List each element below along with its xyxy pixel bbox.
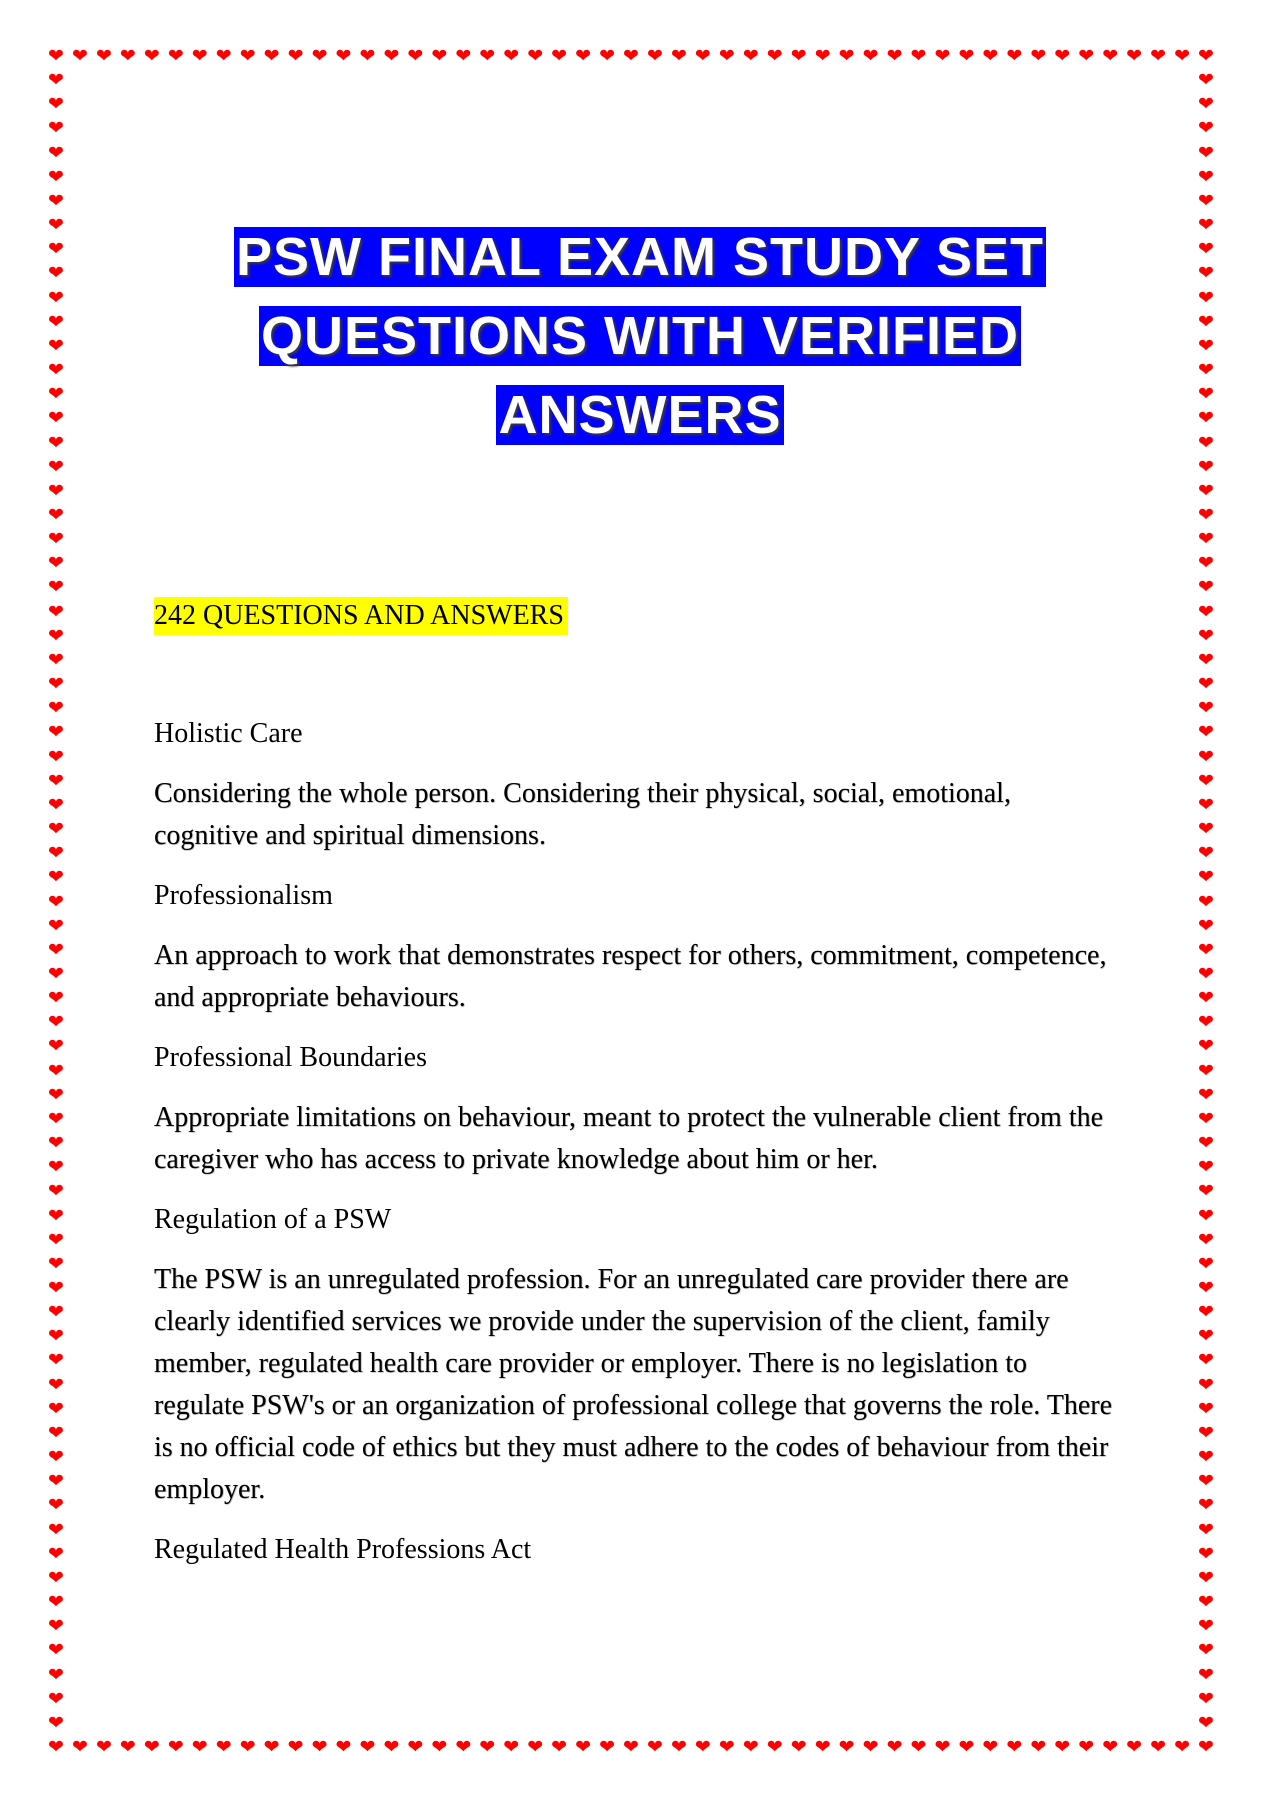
heart-icon: ❤: [1198, 1301, 1214, 1324]
heart-icon: ❤: [910, 1736, 927, 1758]
heart-icon: ❤: [71, 1736, 88, 1758]
heart-icon: ❤: [1174, 1736, 1190, 1758]
heart-icon: ❤: [48, 1228, 64, 1251]
heart-icon: ❤: [48, 1591, 64, 1614]
heart-icon: ❤: [48, 624, 64, 647]
heart-icon: ❤: [1054, 45, 1071, 67]
heart-icon: ❤: [1198, 600, 1214, 623]
heart-icon: ❤: [48, 528, 64, 551]
heart-icon: ❤: [527, 45, 544, 67]
heart-icon: ❤: [1198, 866, 1214, 889]
heart-icon: ❤: [1198, 407, 1214, 430]
heart-icon: ❤: [48, 866, 64, 889]
heart-icon: ❤: [383, 45, 400, 67]
heart-icon: ❤: [862, 1736, 879, 1758]
heart-icon: ❤: [48, 1204, 64, 1227]
heart-icon: ❤: [48, 407, 64, 430]
heart-icon: ❤: [599, 45, 615, 67]
heart-icon: ❤: [48, 914, 64, 937]
heart-icon: ❤: [670, 1736, 687, 1758]
heart-icon: ❤: [48, 310, 64, 333]
heart-icon: ❤: [48, 1349, 64, 1372]
heart-icon: ❤: [48, 1011, 64, 1034]
heart-icon: ❤: [1198, 1736, 1214, 1758]
heart-icon: ❤: [1198, 793, 1214, 816]
entry-term: Regulated Health Professions Act: [154, 1534, 532, 1565]
entry-definition: Considering the whole person. Considering their physical, social, emotional, cognitive and spiritual dimensions.: [154, 778, 1011, 851]
heart-icon: ❤: [934, 1736, 951, 1758]
title-line: QUESTIONS WITH VERIFIED: [260, 306, 1020, 366]
heart-icon: ❤: [1006, 45, 1023, 67]
heart-icon: ❤: [48, 286, 64, 309]
heart-icon: ❤: [167, 1736, 184, 1758]
heart-icon: ❤: [48, 262, 64, 285]
heart-icon: ❤: [383, 1736, 400, 1758]
entry-term: Regulation of a PSW: [154, 1204, 392, 1235]
heart-icon: ❤: [1198, 1277, 1214, 1299]
heart-icon: ❤: [48, 1470, 64, 1493]
heart-icon: ❤: [191, 1736, 208, 1758]
heart-icon: ❤: [742, 45, 759, 67]
heart-icon: ❤: [143, 1736, 160, 1758]
heart-icon: ❤: [1150, 1736, 1167, 1758]
heart-icon: ❤: [95, 1736, 112, 1758]
heart-icon: ❤: [48, 1663, 64, 1686]
heart-icon: ❤: [1078, 1736, 1095, 1758]
heart-icon: ❤: [1198, 45, 1214, 67]
heart-icon: ❤: [48, 214, 64, 237]
heart-icon: ❤: [575, 45, 592, 67]
heart-icon: ❤: [1150, 45, 1167, 67]
heart-icon: ❤: [1198, 262, 1214, 285]
heart-icon: ❤: [1198, 1421, 1214, 1444]
heart-icon: ❤: [1198, 552, 1214, 575]
heart-icon: ❤: [1198, 238, 1214, 261]
heart-icon: ❤: [646, 1736, 663, 1758]
study-entries: [154, 713, 1114, 1589]
title-line: PSW FINAL EXAM STUDY SET: [235, 227, 1045, 287]
heart-icon: ❤: [838, 1736, 855, 1758]
question-count-label: 242 QUESTIONS AND ANSWERS: [154, 597, 568, 635]
heart-icon: ❤: [407, 45, 424, 67]
heart-icon: ❤: [1198, 503, 1214, 526]
heart-icon: ❤: [48, 1156, 64, 1179]
heart-icon: ❤: [1198, 69, 1214, 92]
heart-icon: ❤: [311, 1736, 328, 1758]
heart-icon: ❤: [48, 479, 64, 502]
heart-icon: ❤: [1030, 1736, 1047, 1758]
heart-icon: ❤: [1054, 1736, 1071, 1758]
heart-icon: ❤: [838, 45, 855, 67]
heart-icon: ❤: [670, 45, 687, 67]
heart-icon: ❤: [48, 1083, 64, 1106]
heart-icon: ❤: [48, 1494, 64, 1517]
heart-icon: ❤: [575, 1736, 592, 1758]
heart-icon: ❤: [407, 1736, 424, 1758]
heart-icon: ❤: [1198, 189, 1214, 212]
heart-icon: ❤: [48, 1107, 64, 1130]
heart-icon: ❤: [551, 1736, 568, 1758]
heart-icon: ❤: [359, 45, 376, 67]
heart-icon: ❤: [48, 938, 64, 961]
title-line: ANSWERS: [498, 385, 782, 445]
heart-icon: ❤: [119, 1736, 136, 1758]
heart-icon: ❤: [48, 1639, 64, 1662]
heart-icon: ❤: [48, 1687, 64, 1710]
heart-icon: ❤: [766, 45, 783, 67]
heart-icon: ❤: [1198, 1083, 1214, 1106]
heart-icon: ❤: [790, 45, 807, 67]
heart-icon: ❤: [48, 1059, 64, 1082]
heart-icon: ❤: [1198, 479, 1214, 502]
heart-icon: ❤: [48, 648, 64, 671]
heart-icon: ❤: [479, 1736, 496, 1758]
heart-icon: ❤: [1198, 1011, 1214, 1034]
heart-icon: ❤: [48, 1035, 64, 1058]
heart-icon: ❤: [1198, 165, 1214, 188]
heart-icon: ❤: [48, 117, 64, 140]
heart-icon: ❤: [48, 238, 64, 261]
heart-icon: ❤: [1198, 1059, 1214, 1082]
heart-icon: ❤: [1198, 1663, 1214, 1686]
heart-icon: ❤: [95, 45, 112, 67]
heart-icon: ❤: [1198, 962, 1214, 985]
heart-icon: ❤: [431, 45, 448, 67]
heart-icon: ❤: [48, 600, 64, 623]
heart-icon: ❤: [287, 1736, 304, 1758]
heart-icon: ❤: [958, 1736, 975, 1758]
heart-icon: ❤: [503, 1736, 520, 1758]
heart-icon: ❤: [1198, 624, 1214, 647]
heart-icon: ❤: [1030, 45, 1047, 67]
heart-icon: ❤: [48, 962, 64, 985]
heart-icon: ❤: [1198, 310, 1214, 333]
heart-icon: ❤: [1006, 1736, 1023, 1758]
heart-icon: ❤: [143, 45, 160, 67]
heart-icon: ❤: [1198, 1107, 1214, 1130]
heart-icon: ❤: [48, 1566, 64, 1589]
heart-icon: ❤: [263, 1736, 280, 1758]
heart-icon: ❤: [1198, 1566, 1214, 1589]
heart-icon: ❤: [48, 383, 64, 406]
heart-icon: ❤: [1198, 648, 1214, 671]
heart-icon: ❤: [48, 1252, 64, 1275]
heart-icon: ❤: [191, 45, 208, 67]
heart-icon: ❤: [1198, 914, 1214, 937]
heart-icon: ❤: [311, 45, 328, 67]
heart-icon: ❤: [790, 1736, 807, 1758]
heart-icon: ❤: [1198, 938, 1214, 961]
heart-icon: ❤: [1198, 455, 1214, 478]
heart-icon: ❤: [48, 141, 64, 164]
heart-icon: ❤: [1198, 1035, 1214, 1058]
heart-icon: ❤: [1126, 1736, 1143, 1758]
heart-icon: ❤: [1198, 1156, 1214, 1179]
heart-icon: ❤: [215, 1736, 232, 1758]
heart-icon: ❤: [48, 1180, 64, 1203]
heart-icon: ❤: [1198, 1252, 1214, 1275]
heart-icon: ❤: [48, 1736, 64, 1758]
heart-icon: ❤: [1198, 1132, 1214, 1155]
heart-icon: ❤: [48, 721, 64, 744]
heart-icon: ❤: [694, 1736, 711, 1758]
heart-icon: ❤: [48, 1446, 64, 1469]
heart-icon: ❤: [958, 45, 975, 67]
heart-icon: ❤: [48, 769, 64, 792]
heart-icon: ❤: [48, 69, 64, 92]
heart-icon: ❤: [1198, 1711, 1214, 1734]
heart-icon: ❤: [527, 1736, 544, 1758]
heart-icon: ❤: [479, 45, 496, 67]
heart-icon: ❤: [1198, 1446, 1214, 1469]
entry-term: Holistic Care: [154, 718, 303, 749]
heart-icon: ❤: [1198, 1542, 1214, 1565]
heart-icon: ❤: [862, 45, 879, 67]
heart-icon: ❤: [335, 45, 352, 67]
heart-icon: ❤: [599, 1736, 615, 1758]
heart-icon: ❤: [48, 1132, 64, 1155]
heart-icon: ❤: [1198, 1639, 1214, 1662]
heart-icon: ❤: [1198, 745, 1214, 768]
heart-icon: ❤: [1198, 721, 1214, 744]
heart-icon: ❤: [48, 673, 64, 696]
heart-icon: ❤: [503, 45, 520, 67]
heart-icon: ❤: [910, 45, 927, 67]
heart-icon: ❤: [431, 1736, 448, 1758]
heart-icon: ❤: [48, 552, 64, 575]
heart-icon: ❤: [1198, 1204, 1214, 1227]
heart-icon: ❤: [1198, 1373, 1214, 1396]
heart-icon: ❤: [694, 45, 711, 67]
heart-icon: ❤: [1198, 334, 1214, 357]
heart-icon: ❤: [48, 987, 64, 1010]
heart-icon: ❤: [982, 45, 999, 67]
entry-definition: Appropriate limitations on behaviour, meant to protect the vulnerable client from the caregiver who has access to private knowledge about him or her.: [154, 1102, 1104, 1175]
heart-icon: ❤: [1198, 673, 1214, 696]
heart-icon: ❤: [48, 842, 64, 865]
heart-icon: ❤: [1102, 45, 1119, 67]
heart-icon: ❤: [263, 45, 280, 67]
entry-term: Professional Boundaries: [154, 1042, 427, 1073]
heart-icon: ❤: [71, 45, 88, 67]
heart-icon: ❤: [48, 1373, 64, 1396]
heart-icon: ❤: [1198, 383, 1214, 406]
heart-icon: ❤: [48, 359, 64, 382]
heart-icon: ❤: [48, 745, 64, 768]
heart-icon: ❤: [48, 45, 64, 67]
heart-icon: ❤: [215, 45, 232, 67]
heart-icon: ❤: [48, 1518, 64, 1541]
heart-icon: ❤: [1198, 576, 1214, 599]
heart-icon: ❤: [742, 1736, 759, 1758]
entry-definition: An approach to work that demonstrates respect for others, commitment, competence, and appropriate behaviours.: [154, 940, 1107, 1013]
heart-icon: ❤: [1198, 1228, 1214, 1251]
heart-icon: ❤: [1198, 842, 1214, 865]
heart-icon: ❤: [335, 1736, 352, 1758]
heart-icon: ❤: [48, 1397, 64, 1420]
heart-icon: ❤: [239, 45, 256, 67]
heart-icon: ❤: [48, 793, 64, 816]
heart-icon: ❤: [48, 455, 64, 478]
heart-icon: ❤: [48, 165, 64, 188]
heart-icon: ❤: [1198, 818, 1214, 841]
heart-icon: ❤: [1198, 1470, 1214, 1493]
heart-icon: ❤: [1198, 1687, 1214, 1710]
heart-icon: ❤: [1198, 93, 1214, 116]
heart-icon: ❤: [551, 45, 568, 67]
heart-icon: ❤: [1198, 1397, 1214, 1420]
heart-icon: ❤: [48, 1277, 64, 1299]
heart-icon: ❤: [1198, 214, 1214, 237]
heart-icon: ❤: [886, 45, 903, 67]
heart-icon: ❤: [1126, 45, 1143, 67]
entry-definition: The PSW is an unregulated profession. For an unregulated care provider there are clearly identified services we provide under the supervision of the client, family member, regulated health care provider or employer. There is no legislation to regulate PSW's or an organization of professional college that governs the role. There is no official code of ethics but they must adhere to the codes of behaviour from their employer.: [154, 1264, 1113, 1505]
heart-icon: ❤: [48, 697, 64, 720]
heart-icon: ❤: [646, 45, 663, 67]
heart-icon: ❤: [1198, 1494, 1214, 1517]
heart-icon: ❤: [48, 93, 64, 116]
heart-icon: ❤: [1198, 1180, 1214, 1203]
heart-icon: ❤: [48, 576, 64, 599]
heart-icon: ❤: [718, 45, 735, 67]
heart-icon: ❤: [766, 1736, 783, 1758]
heart-icon: ❤: [48, 503, 64, 526]
heart-icon: ❤: [1198, 359, 1214, 382]
document-title: [0, 218, 1280, 455]
heart-icon: ❤: [455, 45, 472, 67]
heart-icon: ❤: [1198, 141, 1214, 164]
heart-icon: ❤: [48, 1301, 64, 1324]
heart-icon: ❤: [359, 1736, 376, 1758]
heart-icon: ❤: [455, 1736, 472, 1758]
heart-icon: ❤: [1078, 45, 1095, 67]
heart-icon: ❤: [48, 890, 64, 913]
heart-icon: ❤: [48, 818, 64, 841]
heart-icon: ❤: [1102, 1736, 1119, 1758]
heart-icon: ❤: [1198, 987, 1214, 1010]
heart-icon: ❤: [982, 1736, 999, 1758]
heart-icon: ❤: [1198, 1349, 1214, 1372]
heart-icon: ❤: [886, 1736, 903, 1758]
heart-icon: ❤: [48, 1615, 64, 1638]
heart-icon: ❤: [48, 431, 64, 454]
heart-icon: ❤: [623, 1736, 639, 1758]
heart-icon: ❤: [1198, 528, 1214, 551]
heart-icon: ❤: [1174, 45, 1190, 67]
heart-icon: ❤: [718, 1736, 735, 1758]
heart-icon: ❤: [1198, 769, 1214, 792]
heart-icon: ❤: [1198, 1591, 1214, 1614]
heart-icon: ❤: [48, 1711, 64, 1734]
heart-icon: ❤: [48, 334, 64, 357]
heart-icon: ❤: [1198, 1518, 1214, 1541]
heart-icon: ❤: [48, 189, 64, 212]
heart-icon: ❤: [48, 1421, 64, 1444]
heart-icon: ❤: [1198, 1615, 1214, 1638]
heart-icon: ❤: [1198, 1325, 1214, 1348]
heart-icon: ❤: [48, 1325, 64, 1348]
heart-icon: ❤: [167, 45, 184, 67]
entry-term: Professionalism: [154, 880, 333, 911]
heart-icon: ❤: [623, 45, 639, 67]
heart-icon: ❤: [1198, 286, 1214, 309]
heart-icon: ❤: [1198, 431, 1214, 454]
heart-icon: ❤: [48, 1542, 64, 1565]
heart-icon: ❤: [934, 45, 951, 67]
heart-icon: ❤: [239, 1736, 256, 1758]
heart-icon: ❤: [287, 45, 304, 67]
heart-icon: ❤: [814, 1736, 831, 1758]
heart-icon: ❤: [1198, 117, 1214, 140]
heart-icon: ❤: [119, 45, 136, 67]
heart-icon: ❤: [1198, 697, 1214, 720]
heart-icon: ❤: [814, 45, 831, 67]
heart-icon: ❤: [1198, 890, 1214, 913]
